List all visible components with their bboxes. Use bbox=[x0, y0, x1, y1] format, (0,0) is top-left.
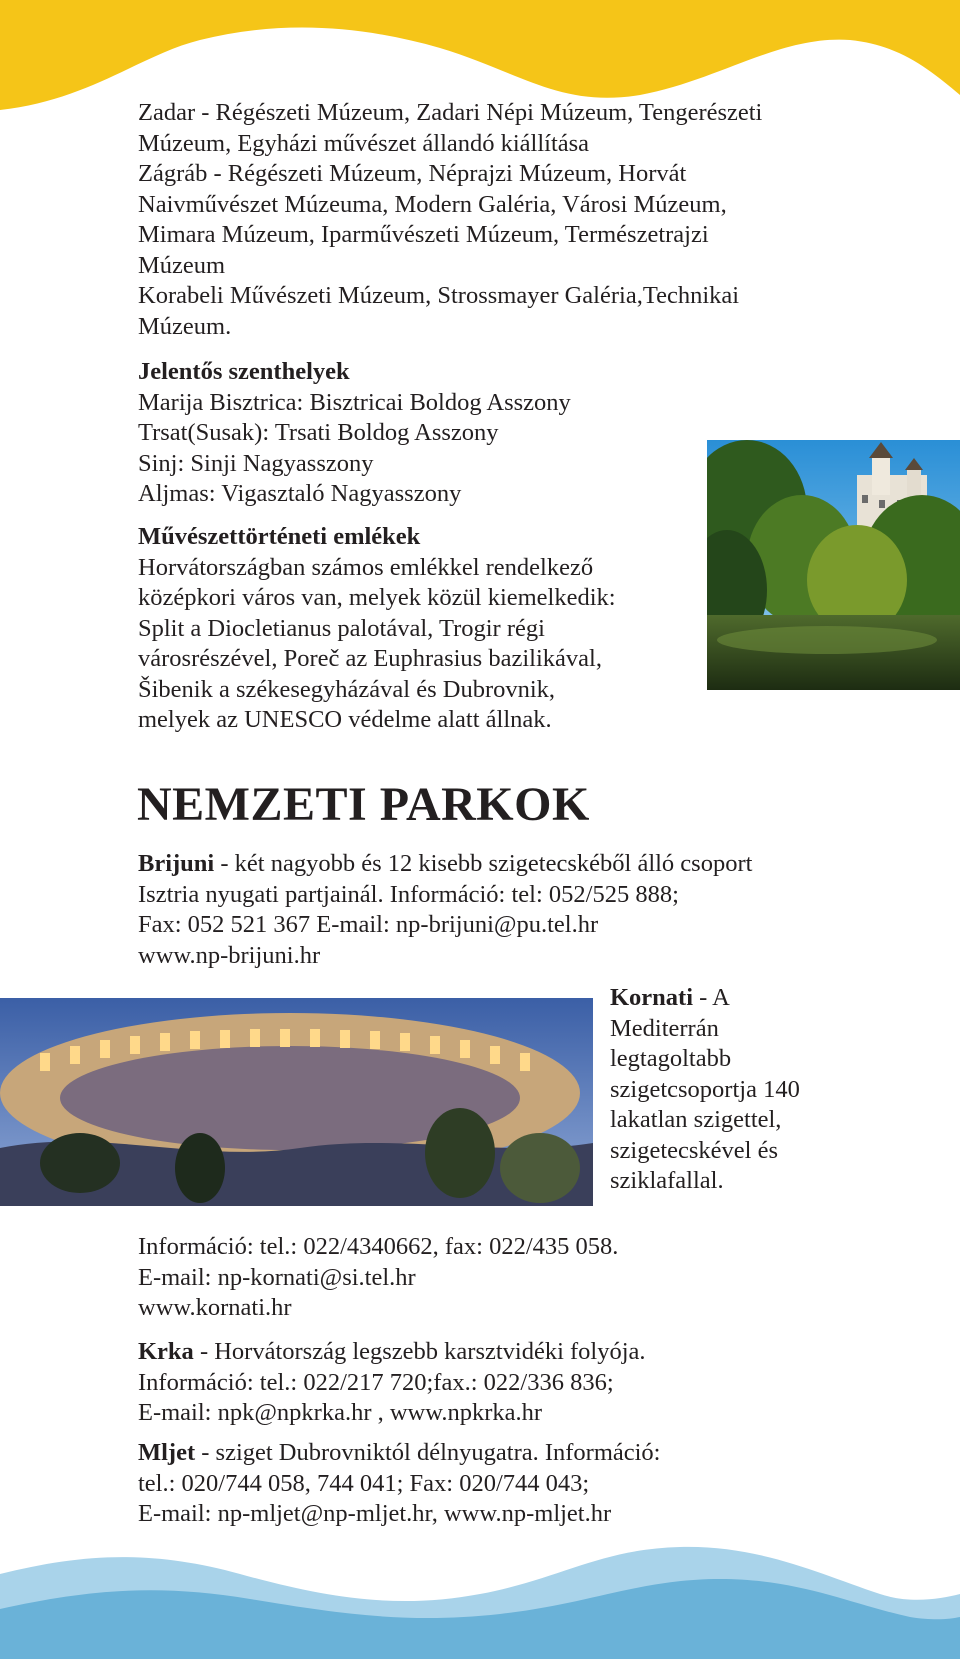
mljet-name: Mljet bbox=[138, 1439, 196, 1466]
kornati-line: sziklafallal. bbox=[610, 1167, 724, 1194]
museum-line: Múzeum bbox=[138, 251, 226, 279]
kornati-line: szigetecskével és bbox=[610, 1136, 779, 1164]
museums-section bbox=[138, 98, 858, 342]
top-wave-decoration bbox=[0, 0, 960, 110]
kornati-info-line: E-mail: np-kornati@si.tel.hr bbox=[138, 1263, 416, 1291]
museum-line: Mimara Múzeum, Iparművészeti Múzeum, Természetrajzi bbox=[138, 221, 709, 248]
museum-line: Zágráb - Régészeti Múzeum, Néprajzi Múzeum, Horvát bbox=[138, 160, 687, 187]
castle-photo bbox=[707, 440, 960, 690]
mljet-line: tel.: 020/744 058, 744 041; Fax: 020/744 043; bbox=[138, 1469, 590, 1497]
museum-line: Múzeum. bbox=[138, 312, 232, 340]
brijuni-section bbox=[138, 849, 938, 971]
museum-line: Naivművészet Múzeuma, Modern Galéria, Városi Múzeum, bbox=[138, 190, 727, 218]
kornati-line: legtagoltabb bbox=[610, 1045, 732, 1072]
art-history-line: Horvátországban számos emlékkel rendelkező bbox=[138, 553, 594, 581]
mljet-first-line bbox=[138, 1438, 898, 1469]
krka-name: Krka bbox=[138, 1338, 194, 1365]
shrine-line: Marija Bisztrica: Bisztricai Boldog Asszony bbox=[138, 388, 571, 416]
kornati-first-line bbox=[610, 983, 840, 1014]
shrine-line: Aljmas: Vigasztaló Nagyasszony bbox=[138, 480, 462, 507]
brijuni-line: Fax: 052 521 367 E-mail: np-brijuni@pu.tel.hr bbox=[138, 911, 599, 938]
shrines-heading: Jelentős szenthelyek bbox=[138, 358, 350, 385]
kornati-section bbox=[610, 983, 840, 1197]
krka-section bbox=[138, 1337, 898, 1429]
kornati-info-line: Információ: tel.: 022/4340662, fax: 022/435 058. bbox=[138, 1233, 619, 1260]
museum-line: Múzeum, Egyházi művészet állandó kiállítása bbox=[138, 129, 590, 157]
brijuni-name: Brijuni bbox=[138, 850, 215, 877]
kornati-info bbox=[138, 1232, 858, 1324]
mljet-section bbox=[138, 1438, 898, 1530]
kornati-desc: - A bbox=[693, 984, 730, 1011]
kornati-line: lakatlan szigettel, bbox=[610, 1106, 782, 1133]
mljet-desc: - sziget Dubrovniktól délnyugatra. Információ: bbox=[195, 1439, 661, 1466]
arena-photo bbox=[0, 998, 593, 1206]
brijuni-line: www.np-brijuni.hr bbox=[138, 941, 321, 969]
krka-first-line bbox=[138, 1337, 898, 1368]
kornati-line: szigetcsoportja 140 bbox=[610, 1075, 800, 1103]
krka-desc: - Horvátország legszebb karsztvidéki folyója. bbox=[193, 1338, 646, 1365]
krka-line: Információ: tel.: 022/217 720;fax.: 022/336 836; bbox=[138, 1368, 614, 1396]
museum-line: Korabeli Művészeti Múzeum, Strossmayer Galéria,Technikai bbox=[138, 282, 740, 309]
art-history-line: Split a Diocletianus palotával, Trogir régi bbox=[138, 614, 545, 642]
shrines-section bbox=[138, 357, 678, 510]
bottom-wave-decoration bbox=[0, 1539, 960, 1659]
art-history-line: városrészével, Poreč az Euphrasius bazilikával, bbox=[138, 645, 602, 672]
kornati-line: Mediterrán bbox=[610, 1014, 719, 1042]
brijuni-line: Isztria nyugati partjainál. Információ: tel: 052/525 888; bbox=[138, 880, 679, 908]
art-history-section bbox=[138, 522, 678, 736]
art-history-line: középkori város van, melyek közül kiemelkedik: bbox=[138, 584, 616, 611]
mljet-line: E-mail: np-mljet@np-mljet.hr, www.np-mljet.hr bbox=[138, 1500, 612, 1527]
shrine-line: Trsat(Susak): Trsati Boldog Asszony bbox=[138, 419, 499, 446]
brijuni-desc: - két nagyobb és 12 kisebb szigetecskéből álló csoport bbox=[214, 850, 753, 877]
museum-line: Zadar - Régészeti Múzeum, Zadari Népi Múzeum, Tengerészeti bbox=[138, 99, 763, 126]
kornati-name: Kornati bbox=[610, 984, 694, 1011]
national-parks-heading: NEMZETI PARKOK bbox=[137, 778, 590, 831]
art-history-line: Šibenik a székesegyházával és Dubrovnik, bbox=[138, 675, 556, 703]
art-history-line: melyek az UNESCO védelme alatt állnak. bbox=[138, 706, 552, 733]
krka-line: E-mail: npk@npkrka.hr , www.npkrka.hr bbox=[138, 1399, 543, 1426]
art-history-heading: Művészettörténeti emlékek bbox=[138, 523, 421, 550]
kornati-info-line: www.kornati.hr bbox=[138, 1294, 292, 1321]
shrine-line: Sinj: Sinji Nagyasszony bbox=[138, 449, 374, 477]
brijuni-first-line bbox=[138, 849, 938, 880]
